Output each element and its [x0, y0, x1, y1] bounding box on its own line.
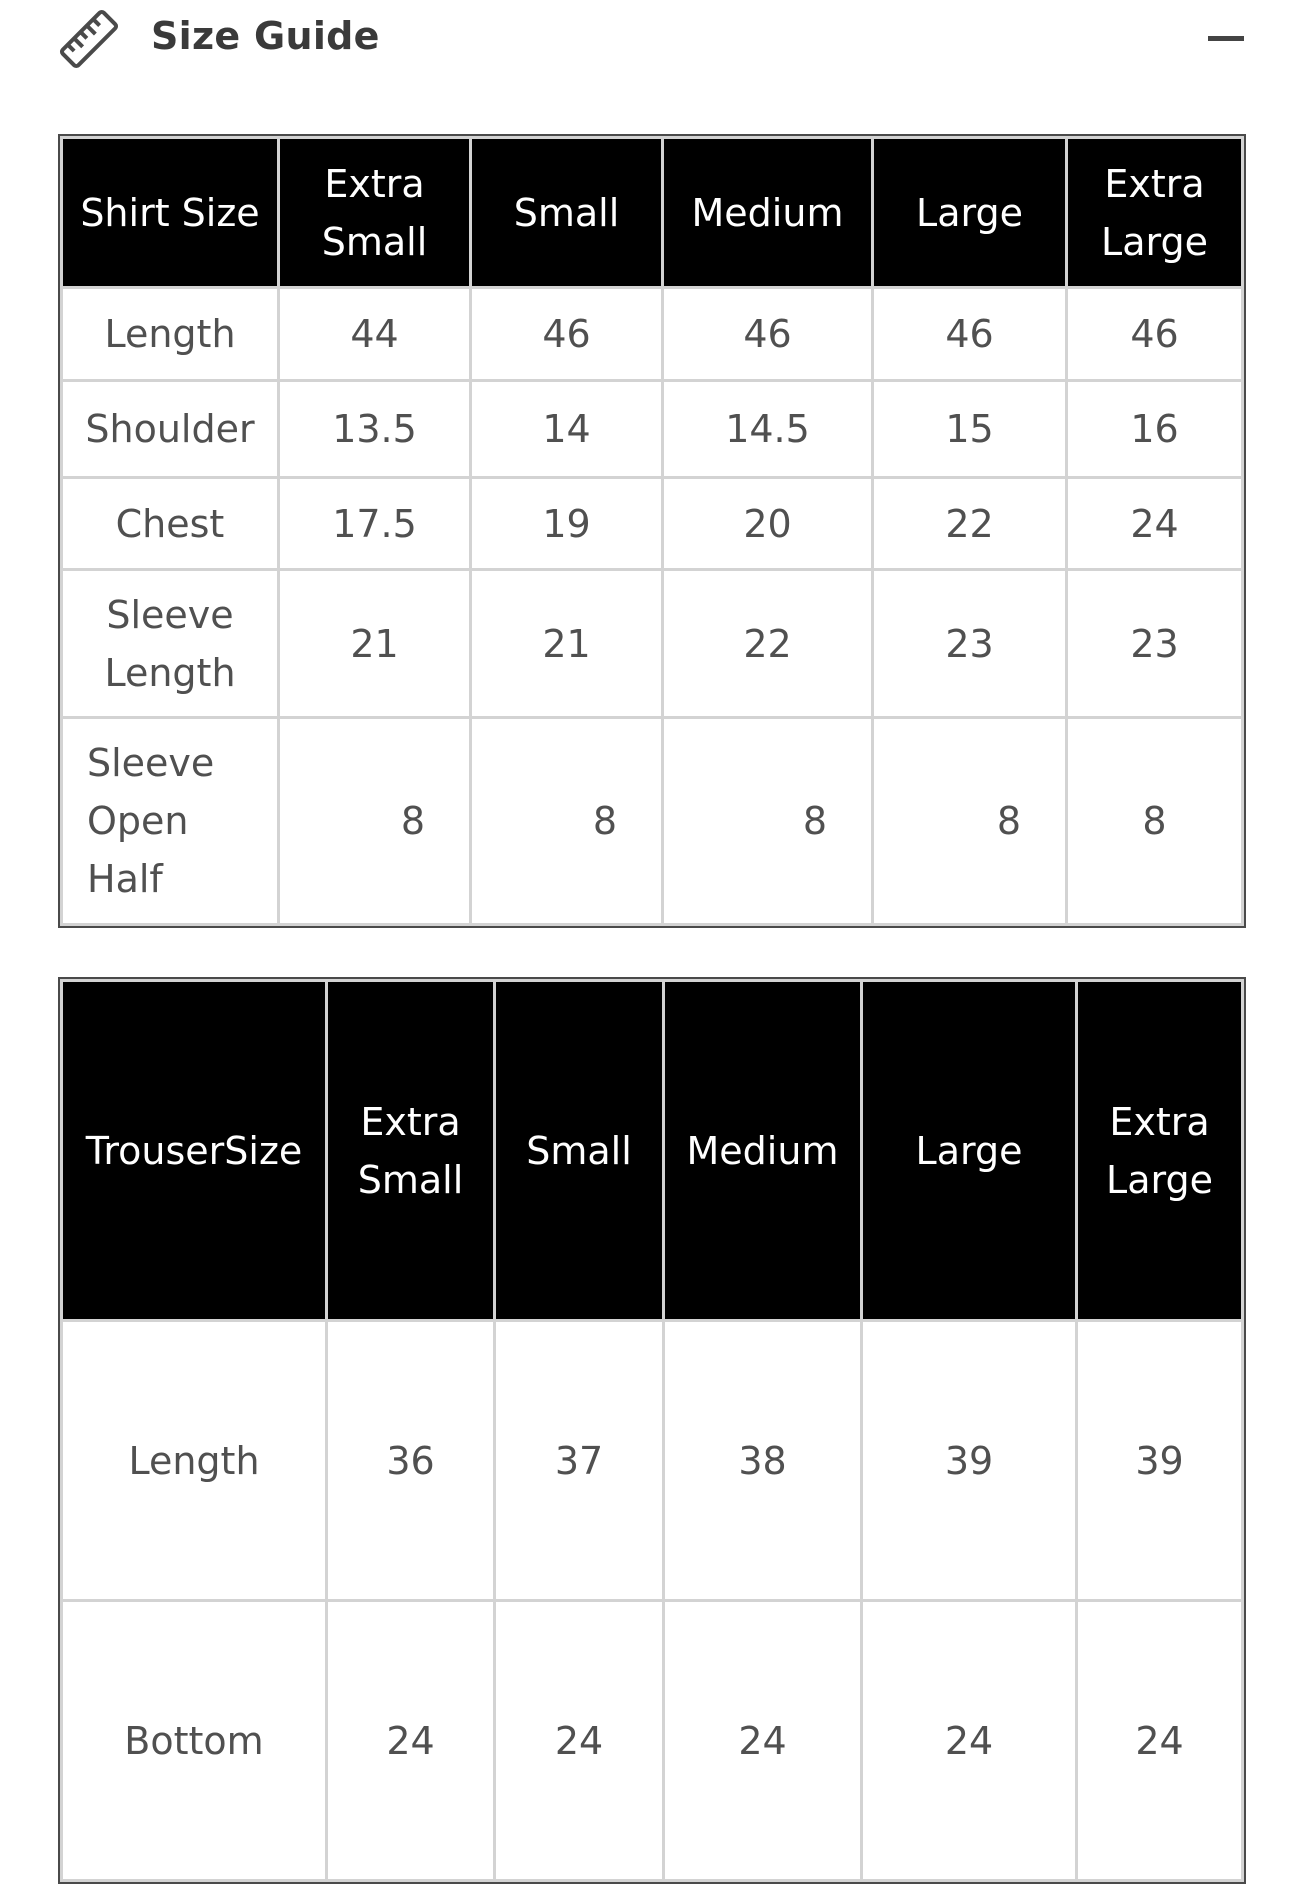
row-label: Chest: [62, 478, 279, 570]
minus-icon: [1208, 36, 1244, 41]
table-cell: 14.5: [663, 381, 873, 478]
table-cell: 39: [862, 1321, 1077, 1601]
table-cell: 13.5: [279, 381, 471, 478]
table-cell: 8: [471, 718, 663, 925]
table-cell: 36: [327, 1321, 495, 1601]
table-cell: 8: [663, 718, 873, 925]
table-cell: 44: [279, 288, 471, 381]
column-header: Small: [495, 981, 664, 1321]
table-cell: 23: [1067, 570, 1243, 718]
column-header: Medium: [664, 981, 862, 1321]
table-header-row: [62, 138, 1243, 288]
column-header: TrouserSize: [62, 981, 327, 1321]
column-header: Extra Small: [327, 981, 495, 1321]
table-cell: 8: [873, 718, 1067, 925]
table-row: [62, 288, 1243, 381]
table-cell: 21: [279, 570, 471, 718]
table-row: [62, 1601, 1243, 1881]
table-cell: 15: [873, 381, 1067, 478]
table-cell: 24: [327, 1601, 495, 1881]
table-cell: 46: [873, 288, 1067, 381]
table-cell: 8: [279, 718, 471, 925]
table-row: [62, 1321, 1243, 1601]
table-cell: 14: [471, 381, 663, 478]
table-cell: 17.5: [279, 478, 471, 570]
table-cell: 24: [1067, 478, 1243, 570]
table-row: [62, 478, 1243, 570]
column-header: Large: [873, 138, 1067, 288]
table-cell: 22: [873, 478, 1067, 570]
column-header: Medium: [663, 138, 873, 288]
table-cell: 24: [862, 1601, 1077, 1881]
shirt-size-table: [60, 136, 1244, 926]
table-cell: 20: [663, 478, 873, 570]
trouser-size-table: [60, 979, 1244, 1882]
table-cell: 21: [471, 570, 663, 718]
row-label: Sleeve Length: [62, 570, 279, 718]
column-header: Extra Large: [1067, 138, 1243, 288]
table-cell: 39: [1077, 1321, 1243, 1601]
row-label: Length: [62, 1321, 327, 1601]
table-row: [62, 381, 1243, 478]
page-title: Size Guide: [151, 14, 380, 58]
size-guide-header[interactable]: [0, 0, 1289, 80]
table-cell: 46: [1067, 288, 1243, 381]
table-cell: 37: [495, 1321, 664, 1601]
column-header: Large: [862, 981, 1077, 1321]
table-cell: 38: [664, 1321, 862, 1601]
row-label: Shoulder: [62, 381, 279, 478]
table-cell: 46: [471, 288, 663, 381]
row-label: Bottom: [62, 1601, 327, 1881]
table-cell: 16: [1067, 381, 1243, 478]
table-cell: 46: [663, 288, 873, 381]
table-cell: 22: [663, 570, 873, 718]
table-row: [62, 718, 1243, 925]
table-cell: 23: [873, 570, 1067, 718]
row-label: Length: [62, 288, 279, 381]
column-header: Small: [471, 138, 663, 288]
column-header: Extra Large: [1077, 981, 1243, 1321]
table-row: [62, 570, 1243, 718]
table-cell: 19: [471, 478, 663, 570]
ruler-icon: [58, 8, 120, 70]
table-cell: 8: [1067, 718, 1243, 925]
column-header: Extra Small: [279, 138, 471, 288]
column-header: Shirt Size: [62, 138, 279, 288]
collapse-button[interactable]: [1205, 24, 1253, 54]
table-header-row: [62, 981, 1243, 1321]
row-label: Sleeve Open Half: [62, 718, 279, 925]
table-cell: 24: [1077, 1601, 1243, 1881]
table-cell: 24: [495, 1601, 664, 1881]
table-cell: 24: [664, 1601, 862, 1881]
